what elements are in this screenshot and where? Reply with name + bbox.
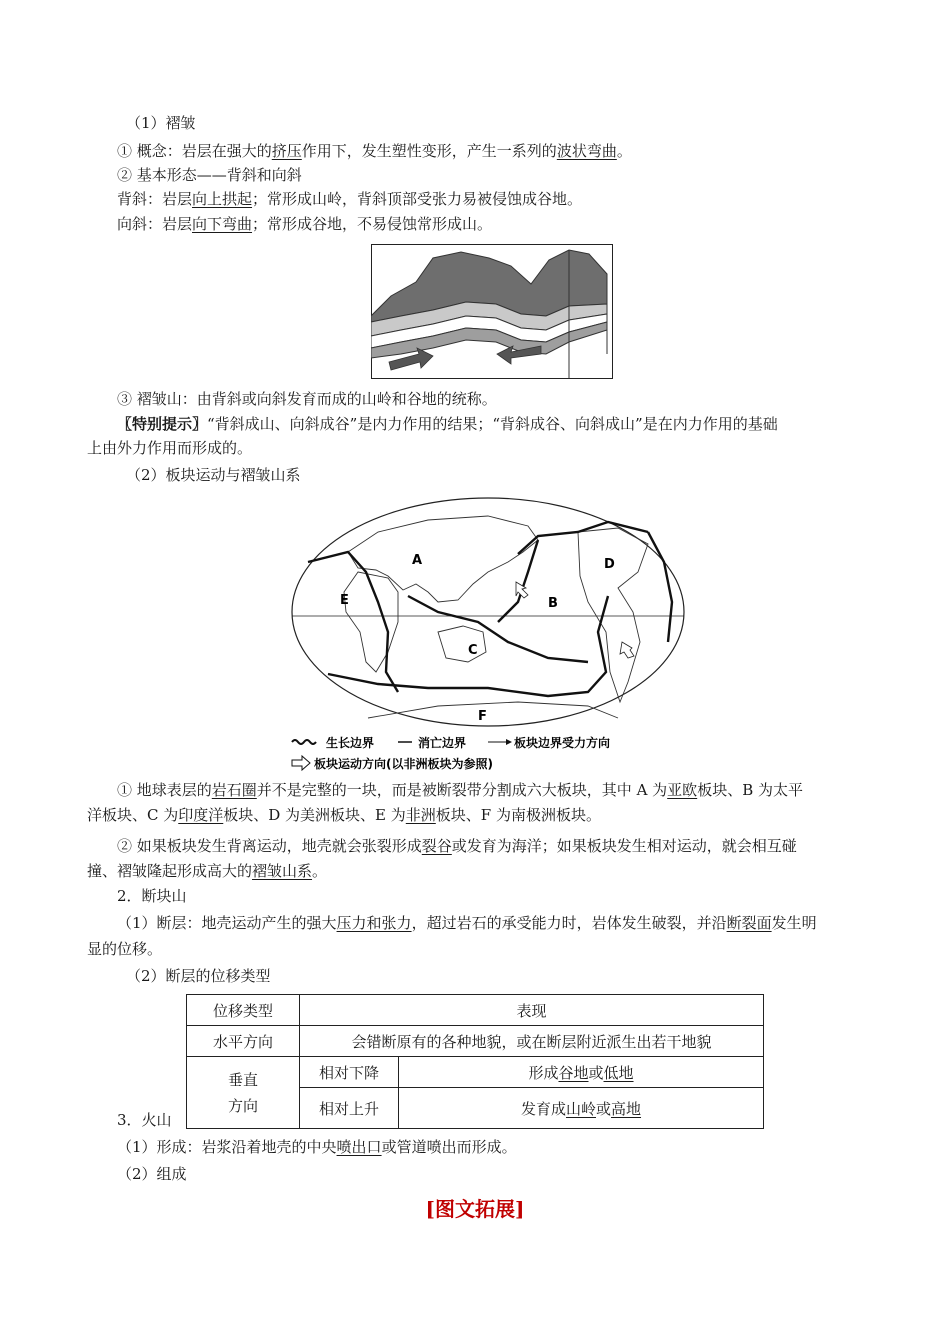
volcano-title: 3．火山 bbox=[117, 1111, 172, 1129]
table-cell: 相对下降 bbox=[300, 1057, 399, 1088]
table-row bbox=[187, 995, 764, 1026]
table-cell: 发育成山岭或高地 bbox=[399, 1088, 764, 1129]
table-cell: 垂直 方向 bbox=[187, 1057, 300, 1129]
table-cell: 相对上升 bbox=[300, 1088, 399, 1129]
table-header: 位移类型 bbox=[187, 995, 300, 1026]
volcano-composition: （2）组成 bbox=[117, 1165, 187, 1183]
fault-def: （1）断层：地壳运动产生的强大压力和张力，超过岩石的承受能力时，岩体发生破裂，并沿断裂面发生明 bbox=[117, 914, 817, 932]
fold-title: （1）褶皱 bbox=[126, 114, 196, 132]
legend-growth-symbol bbox=[292, 740, 316, 744]
volcano-formation: （1）形成：岩浆沿着地壳的中央喷出口或管道喷出而形成。 bbox=[117, 1138, 517, 1156]
fault-title: 2．断块山 bbox=[117, 887, 187, 905]
legend-motion-symbol bbox=[292, 756, 310, 770]
plate-label-f: F bbox=[478, 709, 487, 724]
syncline-text: 向斜：岩层向下弯曲；常形成谷地，不易侵蚀常形成山。 bbox=[117, 215, 493, 233]
plate-p2-cont: 撞、褶皱隆起形成高大的褶皱山系。 bbox=[87, 862, 328, 880]
fault-def-cont: 显的位移。 bbox=[87, 940, 163, 958]
plate-label-e: E bbox=[340, 593, 349, 608]
legend-growth-label: 生长边界 bbox=[326, 736, 375, 750]
table-header: 表现 bbox=[300, 995, 764, 1026]
anticline-text: 背斜：岩层向上拱起；常形成山岭，背斜顶部受张力易被侵蚀成谷地。 bbox=[117, 190, 583, 208]
plate-label-a: A bbox=[412, 553, 423, 568]
legend-subduction-label: 消亡边界 bbox=[418, 736, 467, 750]
table-row bbox=[187, 1057, 764, 1088]
special-tip: 〖特别提示〗“背斜成山、向斜成谷”是内力作用的结果；“背斜成谷、向斜成山”是在内力作用的基础 bbox=[117, 415, 778, 433]
plate-p1: ① 地球表层的岩石圈并不是完整的一块，而是被断裂带分割成六大板块，其中 A 为亚欧板块、B 为太平 bbox=[117, 781, 803, 799]
plate-label-d: D bbox=[604, 557, 615, 572]
plate-title: （2）板块运动与褶皱山系 bbox=[126, 466, 301, 484]
section-header: [图文拓展] bbox=[425, 1197, 525, 1221]
fold-diagram bbox=[371, 244, 613, 379]
fold-forms: ② 基本形态——背斜和向斜 bbox=[117, 166, 302, 184]
table-cell: 会错断原有的各种地貌，或在断层附近派生出若干地貌 bbox=[300, 1026, 764, 1057]
table-cell: 水平方向 bbox=[187, 1026, 300, 1057]
table-cell: 形成谷地或低地 bbox=[399, 1057, 764, 1088]
fold-mountain: ③ 褶皱山：由背斜或向斜发育而成的山岭和谷地的统称。 bbox=[117, 390, 497, 408]
plate-p1-cont: 洋板块、C 为印度洋板块、D 为美洲板块、E 为非洲板块、F 为南极洲板块。 bbox=[87, 806, 601, 824]
table-row bbox=[187, 1026, 764, 1057]
fold-concept: ① 概念：岩层在强大的挤压作用下，发生塑性变形，产生一系列的波状弯曲。 bbox=[117, 142, 632, 160]
legend-motion-label: 板块运动方向(以非洲板块为参照) bbox=[314, 757, 493, 771]
fault-displacement-table bbox=[186, 994, 764, 1129]
plate-label-b: B bbox=[548, 596, 558, 611]
plate-label-c: C bbox=[468, 643, 478, 658]
special-tip-cont: 上由外力作用而形成的。 bbox=[87, 439, 253, 457]
legend-force-label: 板块边界受力方向 bbox=[514, 736, 611, 750]
plate-map bbox=[288, 492, 688, 774]
plate-p2: ② 如果板块发生背离运动，地壳就会张裂形成裂谷或发育为海洋；如果板块发生相对运动，就会相互碰 bbox=[117, 837, 797, 855]
fault-types-title: （2）断层的位移类型 bbox=[126, 967, 271, 985]
